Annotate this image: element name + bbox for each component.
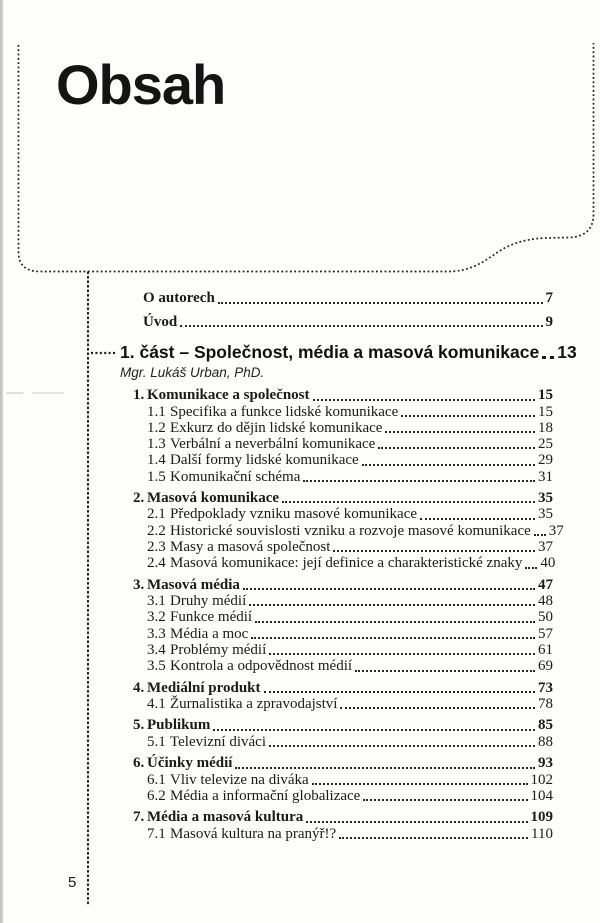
toc-subsection-label: Druhy médií: [170, 593, 247, 610]
toc-subsection-number: 2.4: [147, 555, 166, 572]
toc-subsection: [147, 436, 553, 452]
toc-chapter-number: 2.: [133, 489, 145, 506]
toc-subsection-page: 61: [538, 642, 553, 659]
toc-subsection-label: Masy a masová společnost: [170, 539, 331, 556]
toc-subsection-page: 37: [548, 522, 564, 539]
toc-chapter-number: 7.: [133, 809, 145, 826]
dot-leader: [355, 670, 535, 672]
dot-leader: [385, 431, 535, 433]
toc-subsection-number: 4.1: [147, 696, 166, 713]
toc-subsection-label: Exkurz do dějin lidské komunikace: [170, 419, 383, 436]
toc-subsection-label: Předpoklady vzniku masové komunikace: [170, 506, 418, 523]
toc-subsection-label: Televizní diváci: [170, 733, 266, 750]
toc-chapter-number: 6.: [133, 755, 145, 772]
toc-entry: [143, 314, 553, 331]
toc-subsection-number: 1.2: [147, 419, 166, 436]
toc-subsection: [147, 522, 564, 539]
toc-chapter: [133, 490, 553, 507]
dot-leader: [243, 588, 535, 590]
toc-subsection-label: Média a moc: [170, 625, 249, 642]
toc-subsection-page: 104: [530, 788, 553, 805]
toc-subsection-number: 2.2: [147, 522, 166, 539]
toc-chapter-page: 47: [538, 576, 553, 593]
dot-leader: [312, 783, 528, 785]
dot-leader: [235, 767, 535, 769]
dot-leader: [264, 691, 535, 693]
folio-page-number: 5: [68, 874, 77, 891]
toc-subsection-page: 31: [538, 468, 553, 485]
toc-entry-label: O autorech: [143, 290, 215, 306]
toc-chapter-page: 15: [538, 387, 553, 403]
toc-subsection-label: Historické souvislosti vzniku a rozvoje masové komunikace: [170, 522, 531, 539]
toc-subsection-label: Kontrola a odpovědnost médií: [170, 658, 353, 675]
toc-subsection-label: Specifika a funkce lidské komunikace: [170, 403, 399, 420]
toc-chapter-label: Masová média: [147, 576, 240, 593]
toc-chapter: [133, 680, 553, 697]
toc-chapter-label: Média a masová kultura: [147, 809, 304, 826]
toc-subsection-page: 15: [538, 403, 553, 420]
toc-entry: [143, 290, 553, 307]
page-title: Obsah: [56, 53, 226, 116]
toc-subsection-page: 110: [531, 825, 553, 842]
toc-subsection-label: Média a informační globalizace: [170, 788, 361, 805]
dot-leader: [303, 480, 535, 482]
toc-part-block: [120, 341, 577, 381]
toc-subsection: [147, 506, 553, 522]
dot-leader: [378, 447, 535, 449]
toc-front-matter: [120, 290, 553, 330]
dot-leader: [401, 415, 535, 417]
toc-subsection-number: 6.2: [147, 788, 166, 805]
toc-subsection-number: 1.4: [147, 452, 166, 469]
toc-subsection: [147, 420, 553, 436]
toc-subsection: [147, 772, 553, 788]
toc-chapter-number: 1.: [133, 387, 145, 403]
toc-chapter-list: [120, 387, 564, 842]
dot-leader: [251, 637, 535, 639]
toc-part-entry: [120, 341, 577, 363]
toc-chapter-page: 93: [538, 755, 553, 772]
toc-part-author: Mgr. Lukáš Urban, PhD.: [120, 365, 265, 380]
toc-entry-label: Úvod: [143, 313, 178, 330]
toc-subsection-number: 2.1: [147, 506, 166, 523]
dot-leader: [333, 550, 535, 552]
toc-subsection-page: 37: [538, 539, 553, 556]
toc-subsection-page: 102: [530, 771, 553, 788]
dot-leader: [282, 501, 535, 503]
toc-subsection-page: 50: [538, 609, 553, 626]
toc-subsection-page: 29: [538, 452, 553, 469]
toc-subsection-number: 1.1: [147, 403, 166, 420]
toc-subsection-page: 18: [538, 419, 553, 436]
toc-subsection: [147, 593, 553, 609]
toc-subsection-label: Žurnalistika a zpravodajství: [170, 696, 338, 713]
toc-chapter-page: 85: [538, 717, 553, 734]
toc-chapter-label: Komunikace a společnost: [147, 387, 310, 403]
toc-subsection-page: 48: [538, 593, 553, 610]
dot-leader: [420, 518, 535, 520]
toc-subsection-label: Masová komunikace: její definice a charakteristické znaky: [170, 555, 523, 572]
toc-chapter: [133, 387, 553, 404]
toc-subsection-page: 35: [538, 506, 553, 523]
toc-subsection: [147, 626, 553, 642]
toc-chapter-label: Mediální produkt: [147, 679, 261, 696]
toc-subsection: [147, 826, 553, 842]
toc-subsection-number: 3.1: [147, 593, 166, 610]
toc-subsection-page: 25: [538, 436, 553, 453]
toc-entry-page: 7: [545, 290, 553, 306]
toc-chapter: [133, 755, 553, 772]
toc-subsection: [147, 555, 556, 572]
toc-subsection-label: Verbální a neverbální komunikace: [170, 436, 376, 453]
dot-leader: [340, 707, 535, 709]
toc-subsection: [147, 539, 553, 555]
toc-chapter-number: 3.: [133, 576, 145, 593]
dot-leader: [313, 399, 535, 401]
toc-subsection: [147, 404, 553, 420]
dot-leader: [525, 567, 537, 569]
toc-subsection-label: Vliv televize na diváka: [170, 771, 309, 788]
toc-subsection-page: 57: [538, 625, 553, 642]
toc-subsection: [147, 734, 553, 750]
dot-leader: [339, 837, 528, 839]
toc-subsection-number: 1.3: [147, 436, 166, 453]
toc-subsection-page: 40: [540, 555, 556, 572]
toc-chapter-number: 5.: [133, 717, 145, 734]
dot-leader: [363, 799, 527, 801]
table-of-contents: [120, 290, 577, 842]
toc-subsection-label: Komunikační schéma: [170, 468, 301, 485]
toc-subsection-number: 3.5: [147, 658, 166, 675]
toc-subsection-page: 78: [538, 696, 553, 713]
toc-chapter-number: 4.: [133, 679, 145, 696]
dot-leader: [180, 325, 542, 327]
toc-subsection-number: 3.2: [147, 609, 166, 626]
toc-chapter-page: 35: [538, 489, 553, 506]
dot-leader: [269, 653, 535, 655]
toc-part-page: 13: [557, 342, 577, 362]
dot-leader: [542, 356, 554, 359]
toc-subsection-number: 3.4: [147, 642, 166, 659]
toc-subsection-label: Funkce médií: [170, 609, 253, 626]
toc-subsection: [147, 469, 553, 485]
toc-subsection-page: 88: [538, 733, 553, 750]
toc-subsection-label: Problémy médií: [170, 642, 267, 659]
toc-chapter: [133, 809, 553, 826]
dot-leader: [362, 464, 535, 466]
toc-subsection: [147, 696, 553, 712]
toc-chapter-label: Účinky médií: [147, 755, 233, 772]
toc-part-label: 1. část – Společnost, média a masová komunikace: [120, 342, 540, 362]
toc-subsection: [147, 788, 553, 804]
dot-leader: [249, 604, 535, 606]
toc-subsection: [147, 658, 553, 674]
dot-leader: [213, 729, 535, 731]
toc-subsection-label: Masová kultura na pranýř!?: [170, 825, 337, 842]
toc-entry-page: 9: [545, 313, 553, 330]
toc-subsection: [147, 452, 553, 468]
toc-subsection-number: 2.3: [147, 539, 166, 556]
toc-subsection-label: Další formy lidské komunikace: [170, 452, 359, 469]
toc-subsection-number: 1.5: [147, 468, 166, 485]
toc-chapter-label: Publikum: [147, 717, 211, 734]
toc-chapter-label: Masová komunikace: [147, 489, 280, 506]
toc-chapter-page: 109: [530, 809, 553, 826]
toc-subsection-number: 7.1: [147, 825, 166, 842]
toc-chapter-page: 73: [538, 679, 553, 696]
toc-subsection-number: 3.3: [147, 625, 166, 642]
dot-leader: [255, 621, 535, 623]
toc-subsection: [147, 609, 553, 625]
toc-subsection: [147, 642, 553, 658]
dot-leader: [306, 821, 527, 823]
toc-subsection-number: 6.1: [147, 771, 166, 788]
toc-chapter: [133, 717, 553, 734]
toc-chapter: [133, 577, 553, 594]
toc-subsection-number: 5.1: [147, 733, 166, 750]
dot-leader: [534, 534, 546, 536]
dot-leader: [269, 745, 535, 747]
dot-leader: [218, 302, 543, 304]
toc-subsection-page: 69: [538, 658, 553, 675]
